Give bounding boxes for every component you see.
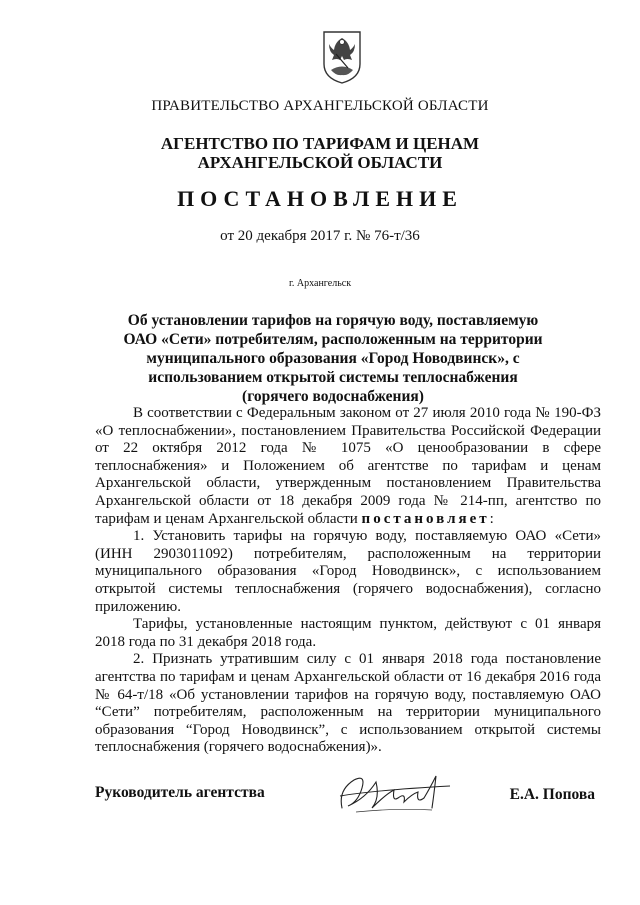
- document-date-number: от 20 декабря 2017 г. № 76-т/36: [220, 228, 420, 244]
- signatory-name: Е.А. Попова: [509, 786, 595, 803]
- intro-paragraph: [95, 405, 601, 528]
- agency-name: [0, 134, 640, 172]
- document-body: [95, 405, 601, 757]
- handwritten-signature: [336, 768, 454, 816]
- agency-name-line2: АРХАНГЕЛЬСКОЙ ОБЛАСТИ: [197, 153, 443, 172]
- document-city: г. Архангельск: [288, 278, 352, 289]
- item-1-paragraph: 1. Установить тарифы на горячую воду, поставляемую ОАО «Сети» (ИНН 2903011092) потребителям, расположенным на территории муниципального образования «Город Новодвинск», с использованием открытой системы теплоснабжения (горячего водоснабжения), согласно приложению.: [95, 528, 601, 615]
- government-name: ПРАВИТЕЛЬСТВО АРХАНГЕЛЬСКОЙ ОБЛАСТИ: [151, 98, 489, 114]
- decides-word: постановляет: [361, 510, 490, 527]
- item-2-paragraph: 2. Признать утратившим силу с 01 января 2018 года постановление агентства по тарифам и ценам Архангельской области от 16 декабря 2016 года № 64-т/18 «Об установлении тарифов на горячую воду, поставляемую ОАО “Сети” потребителям, расположенным на территории муниципального образования “Город Новодвинск”, с использованием открытой системы теплоснабжения (горячего водоснабжения)».: [95, 651, 601, 756]
- intro-text: В соответствии с Федеральным законом от 27 июля 2010 года № 190-ФЗ «О теплоснабжении», постановлением Правительства Российской Федерации от 22 октября 2012 года № 1075 «О ценообразовании в сфере теплоснабжения» и Положением об агентстве по тарифам и ценам Архангельской области, утвержденным постановлением Правительства Архангельской области от 18 декабря 2009 года № 214-пп, агентство по тарифам и ценам Архангельской области: [95, 405, 601, 527]
- document-type-title: ПОСТАНОВЛЕНИЕ: [177, 186, 463, 211]
- agency-name-line1: АГЕНТСТВО ПО ТАРИФАМ И ЦЕНАМ: [160, 134, 480, 153]
- document-subject: Об установлении тарифов на горячую воду, поставляемую ОАО «Сети» потребителям, расположенным на территории муниципального образования «Город Новодвинск», с использованием открытой системы теплоснабжения (горячего водоснабжения): [123, 312, 543, 405]
- intro-end: :: [489, 510, 494, 527]
- signatory-position: Руководитель агентства: [95, 784, 265, 801]
- item-1-validity-paragraph: Тарифы, установленные настоящим пунктом, действуют с 01 января 2018 года по 31 декабря 2018 года.: [95, 616, 601, 650]
- coat-of-arms-icon: [322, 30, 362, 84]
